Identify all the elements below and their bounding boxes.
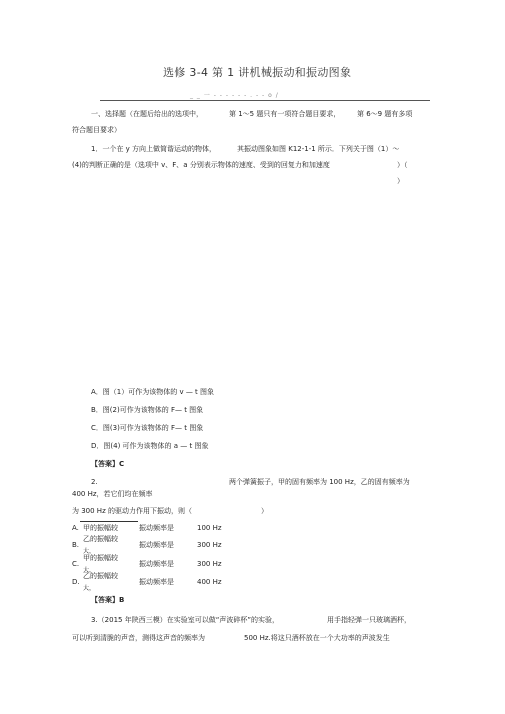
q2-option-d-subject2: 大， bbox=[83, 585, 96, 592]
q2-underline bbox=[80, 521, 138, 522]
q1-stem-b: 其振动图象如图 K12-1-1 所示．下列关于图（1）～ bbox=[237, 145, 400, 153]
page-title: 选修 3-4 第 1 讲机械振动和振动图象 bbox=[163, 66, 352, 79]
q2-option-c-freq: 300 Hz bbox=[197, 560, 222, 568]
q1-stem-a: 1．一个在 y 方向上做简谐运动的物体， bbox=[91, 145, 217, 153]
section-instruction-c: 第 6～9 题有多项 bbox=[357, 110, 413, 118]
q2-number: 2. bbox=[91, 478, 98, 486]
q3-stem-b: 用手指轻弹一只玻璃酒杯， bbox=[327, 616, 411, 624]
q3-stem-line2-b: 500 Hz.将这只酒杯放在一个大功率的声波发生 bbox=[244, 634, 390, 642]
q2-option-b-subject2: 大， bbox=[83, 548, 96, 555]
q3-stem-line2-a: 可以听到清脆的声音，测得这声音的频率为 bbox=[72, 634, 205, 642]
q2-stem-line1: 两个弹簧振子，甲的固有频率为 100 Hz，乙的固有频率为 bbox=[229, 478, 410, 486]
q1-answer-paren-a: ）（ bbox=[397, 161, 408, 169]
q2-option-c-letter: C. bbox=[72, 560, 80, 568]
q3-stem-a: 3.（2015 年陕西三模）在实验室可以做“声波碎杯”的实验， bbox=[91, 616, 279, 624]
q2-option-d-subject: 乙的振幅较 bbox=[83, 572, 118, 580]
q2-option-c-subject: 甲的振幅较 bbox=[83, 554, 118, 562]
q2-option-d-freq: 400 Hz bbox=[197, 578, 222, 586]
q2-option-a-freq: 100 Hz bbox=[197, 524, 222, 532]
q2-answer: 【答案】B bbox=[91, 596, 125, 604]
q1-answer: 【答案】C bbox=[91, 460, 125, 468]
q1-option-d: D．图(4) 可作为该物体的 a — t 图象 bbox=[91, 442, 209, 450]
subheader-line: _ _ 一 - - - - - - . - - o / bbox=[190, 92, 279, 99]
header-divider bbox=[100, 100, 430, 101]
q2-option-c-subject2: 大， bbox=[83, 567, 96, 574]
q2-stem-line3: 为 300 Hz 的驱动力作用下振动，则（ bbox=[72, 507, 192, 515]
q2-answer-paren: ） bbox=[261, 507, 268, 515]
section-instruction-a: 一、选择题（在题后给出的选项中， bbox=[91, 110, 203, 118]
q2-option-a-mid: 振动频率是 bbox=[139, 524, 174, 532]
q1-stem-line2: (4)的判断正确的是（选项中 v、F、a 分别表示物体的速度、受到的回复力和加速度 bbox=[72, 161, 330, 169]
q1-option-a: A．图（1）可作为该物体的 v — t 图象 bbox=[91, 388, 215, 396]
q2-option-a-subject: 甲的振幅较 bbox=[83, 524, 118, 532]
q2-option-d-mid: 振动频率是 bbox=[139, 578, 174, 586]
q1-option-b: B．图(2)可作为该物体的 F— t 图象 bbox=[91, 406, 204, 414]
q2-option-b-freq: 300 Hz bbox=[197, 541, 222, 549]
q2-option-b-letter: B. bbox=[72, 541, 80, 549]
q2-stem-line2: 400 Hz，若它们均在频率 bbox=[72, 490, 153, 498]
q1-answer-paren-b: ） bbox=[397, 177, 404, 185]
q1-option-c: C．图(3)可作为该物体的 F— t 图象 bbox=[91, 424, 204, 432]
section-instruction-line2: 符合题目要求） bbox=[72, 126, 121, 134]
q2-option-d-letter: D. bbox=[72, 578, 80, 586]
q2-option-b-mid: 振动频率是 bbox=[139, 541, 174, 549]
q2-option-c-mid: 振动频率是 bbox=[139, 560, 174, 568]
q2-option-b-subject: 乙的振幅较 bbox=[83, 535, 118, 543]
section-instruction-b: 第 1～5 题只有一项符合题目要求， bbox=[229, 110, 341, 118]
q2-option-a-letter: A. bbox=[72, 524, 79, 532]
